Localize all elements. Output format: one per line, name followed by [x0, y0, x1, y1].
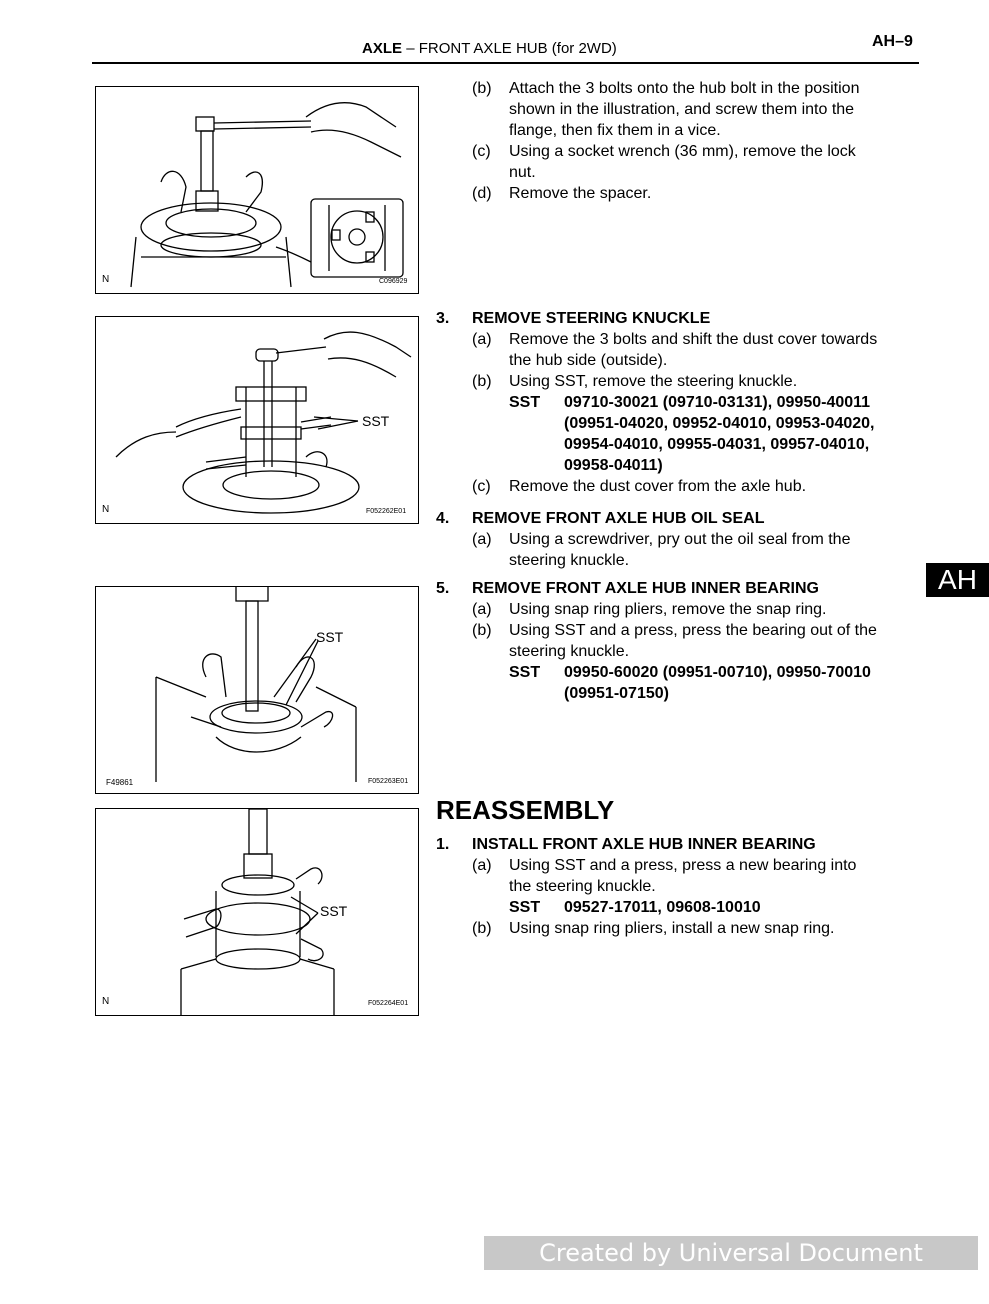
step-text: Remove the spacer.: [509, 185, 652, 202]
step-marker: (c): [472, 478, 491, 495]
sst-label: SST: [509, 664, 541, 681]
step-number: 4.: [436, 510, 450, 527]
section-remove-steering-knuckle: [436, 308, 926, 498]
sst-label: SST: [509, 899, 541, 916]
section-install-inner-bearing: [436, 834, 926, 944]
step-marker: (a): [472, 601, 492, 618]
step-text: steering knuckle.: [509, 643, 630, 660]
sst-numbers: (09951-07150): [564, 685, 669, 702]
step-text: Using SST and a press, press a new bearing into: [509, 857, 857, 874]
step-text: Attach the 3 bolts onto the hub bolt in the position: [509, 80, 860, 97]
reassembly-heading: REASSEMBLY: [436, 795, 615, 825]
header-subtitle: FRONT AXLE HUB (for 2WD): [418, 40, 617, 57]
sst-callout: SST: [320, 903, 348, 919]
step-marker: (a): [472, 331, 492, 348]
step-text: Using snap ring pliers, install a new snap ring.: [509, 920, 835, 937]
illustration-socket-wrench: [96, 87, 418, 293]
step-marker: (d): [472, 185, 492, 202]
figure-inner-bearing-removal: [95, 586, 419, 794]
sst-numbers: 09958-04011): [564, 457, 663, 474]
section-remove-inner-bearing: [436, 578, 926, 708]
sst-callout: SST: [362, 413, 390, 429]
step-text: Using a screwdriver, pry out the oil seal from the: [509, 531, 851, 548]
figure-corner-label: N: [102, 274, 110, 285]
lock-nut-steps: [436, 78, 926, 208]
step-text: Using snap ring pliers, remove the snap ring.: [509, 601, 827, 618]
section-title: INSTALL FRONT AXLE HUB INNER BEARING: [472, 836, 816, 853]
section-title: REMOVE STEERING KNUCKLE: [472, 310, 711, 327]
step-marker: (b): [472, 622, 492, 639]
step-text: Using SST and a press, press the bearing out of the: [509, 622, 877, 639]
page-number: AH–9: [872, 33, 913, 50]
step-text: the steering knuckle.: [509, 878, 656, 895]
figure-code: F052264E01: [368, 1000, 409, 1007]
step-text: Using a socket wrench (36 mm), remove the lock: [509, 143, 856, 160]
header-title: [362, 40, 617, 57]
figure-corner-label: F49861: [106, 778, 134, 787]
header-dash: –: [406, 40, 415, 57]
figure-corner-label: N: [102, 996, 110, 1007]
step-marker: (a): [472, 857, 492, 874]
section-title: REMOVE FRONT AXLE HUB INNER BEARING: [472, 580, 819, 597]
step-marker: (b): [472, 80, 492, 97]
step-marker: (b): [472, 920, 492, 937]
sst-numbers: 09954-04010, 09955-04031, 09957-04010,: [564, 436, 870, 453]
figure-corner-label: N: [102, 504, 110, 515]
header-rule: [92, 62, 919, 64]
step-text: Remove the dust cover from the axle hub.: [509, 478, 807, 495]
step-text: steering knuckle.: [509, 552, 630, 569]
step-number: 3.: [436, 310, 450, 327]
sst-numbers: 09950-60020 (09951-00710), 09950-70010: [564, 664, 871, 681]
step-text: shown in the illustration, and screw them into the: [509, 101, 855, 118]
figure-lock-nut-removal: [95, 86, 419, 294]
step-number: 5.: [436, 580, 450, 597]
section-title: REMOVE FRONT AXLE HUB OIL SEAL: [472, 510, 765, 527]
illustration-press-bearing-in: [96, 809, 418, 1015]
step-text: Using SST, remove the steering knuckle.: [509, 373, 798, 390]
step-text: flange, then fix them in a vice.: [509, 122, 721, 139]
section-tab: AH: [926, 563, 989, 597]
watermark-banner: Created by Universal Document Converter: [484, 1236, 978, 1270]
step-marker: (c): [472, 143, 491, 160]
step-text: the hub side (outside).: [509, 352, 668, 369]
sst-numbers: (09951-04020, 09952-04010, 09953-04020,: [564, 415, 875, 432]
step-text: nut.: [509, 164, 536, 181]
step-marker: (a): [472, 531, 492, 548]
sst-label: SST: [509, 394, 541, 411]
figure-inner-bearing-install: [95, 808, 419, 1016]
sst-numbers: 09710-30021 (09710-03131), 09950-40011: [564, 394, 871, 411]
figure-code: F052263E01: [368, 778, 409, 785]
figure-code: C096929: [379, 278, 408, 285]
step-text: Remove the 3 bolts and shift the dust cover towards: [509, 331, 878, 348]
illustration-press-bearing-out: [96, 587, 418, 793]
figure-steering-knuckle-removal: [95, 316, 419, 524]
sst-numbers: 09527-17011, 09608-10010: [564, 899, 761, 916]
step-marker: (b): [472, 373, 492, 390]
figure-code: F052262E01: [366, 508, 407, 515]
sst-callout: SST: [316, 629, 344, 645]
section-remove-oil-seal: [436, 508, 926, 572]
header-section: AXLE: [362, 40, 403, 57]
step-number: 1.: [436, 836, 450, 853]
